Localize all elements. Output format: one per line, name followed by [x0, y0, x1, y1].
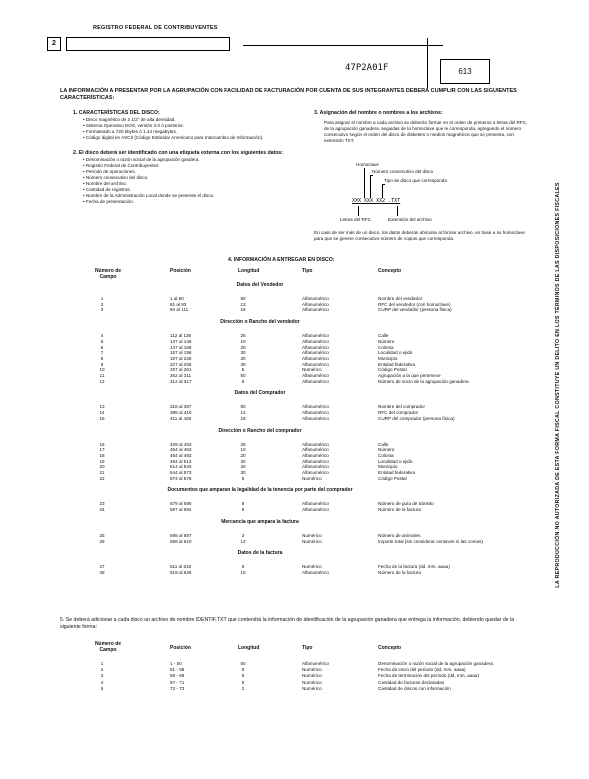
table-cell: Alfanumérico — [302, 333, 329, 339]
table-cell: 12 — [99, 378, 105, 384]
table-cell: 4 — [100, 679, 104, 685]
table-cell: 10 — [240, 338, 246, 344]
section-1-title: 1. CARACTERÍSTICAS DEL DISCO: — [73, 110, 160, 116]
table-cell: 8 — [241, 507, 245, 513]
table-cell: 27 — [99, 564, 105, 570]
table-cell: 72 - 73 — [170, 685, 185, 691]
table-cell: 544 al 573 — [170, 470, 192, 475]
table-cell: Número — [378, 447, 395, 453]
table-cell: Nombre del comprador — [378, 404, 425, 410]
table-cell: CURP del vendedor (persona física) — [378, 307, 452, 313]
diagram-ext-label: Extensión del archivo — [388, 217, 432, 222]
table-cell: Alfanumérico — [302, 447, 329, 453]
table-cell: 94 al 111 — [170, 307, 189, 313]
side-legal-text: LA REPRODUCCIÓN NO AUTORIZADA DE ESTA FORMA FISCAL CONSTITUYE UN DELITO EN LOS TÉRMINOS DE LAS DISPOSICIONES FISCALES — [555, 182, 561, 588]
table-cell: Calle — [378, 441, 389, 447]
table-cell: Alfanumérico — [302, 458, 329, 464]
section-2-title: 2. El disco deberá ser identificado con una etiqueta externa con los siguientes datos: — [73, 150, 284, 156]
table-cell: 20 — [240, 344, 246, 350]
table-cell: Importe total (sin considerar centavos ni las comas) — [378, 538, 483, 544]
table-cell: 9 — [100, 361, 104, 367]
table-cell: 3 — [100, 673, 104, 679]
table-cell: 5 — [241, 475, 245, 481]
table-cell: 8 — [241, 501, 245, 507]
table-cell: Número de la factura — [378, 569, 421, 575]
table-cell: 25 — [240, 333, 246, 339]
table-cell: Cantidad de discos con información — [378, 685, 451, 691]
table-cell: 398 al 410 — [170, 410, 192, 416]
table-cell: 2 — [100, 301, 104, 307]
table-cell: 51 - 58 — [170, 667, 185, 673]
table-cell: 22 — [99, 475, 105, 481]
col-header-concepto: Concepto — [378, 268, 402, 274]
table-cell: Alfanumérico — [302, 307, 329, 313]
diagram-consecutivo-label: Número consecutivo del disco — [372, 169, 434, 174]
table-cell: Colonia — [378, 344, 394, 350]
table-cell: Entidad federativa — [378, 361, 416, 367]
table-cell: 50 — [240, 661, 246, 666]
table-cell: 2 — [241, 685, 245, 691]
col-header-campo: Número de Campo — [94, 268, 122, 280]
table-cell: 227 al 256 — [170, 361, 192, 367]
table-cell: 10 — [99, 367, 105, 373]
table-cell: 18 — [240, 307, 246, 313]
table-cell: 197 al 226 — [170, 355, 192, 361]
table-cell: 18 — [99, 452, 105, 458]
table-cell: 10 — [240, 569, 246, 575]
table-cell: Número de animales — [378, 532, 421, 538]
table-cell: 7 — [100, 350, 104, 356]
diagram-rfc-label: Letras del RFC — [340, 217, 371, 222]
table-cell: 514 al 543 — [170, 464, 192, 470]
table-cell: 574 al 578 — [170, 475, 192, 481]
table-cell: Alfanumérico — [302, 301, 329, 307]
table-cell: 6 — [241, 378, 245, 384]
table-cell: Alfanumérico — [302, 464, 329, 470]
table-cell: 14 — [99, 410, 105, 416]
table-cell: Nombre del vendedor — [378, 296, 423, 301]
table-cell: 262 al 311 — [170, 373, 192, 378]
table-cell: 454 al 463 — [170, 447, 192, 453]
header-vertical-rule — [427, 38, 428, 88]
table-cell: Colonia — [378, 452, 394, 458]
table-cell: 484 al 513 — [170, 458, 192, 464]
table-cell: 17 — [99, 447, 105, 453]
col-header-posicion: Posición — [170, 268, 191, 274]
table-cell: Numérico — [302, 475, 322, 481]
table-cell: 137 al 146 — [170, 338, 192, 344]
section-3 — [314, 110, 532, 144]
table-cell: 30 — [240, 458, 246, 464]
col-header-longitud: Longitud — [238, 645, 260, 651]
table-cell: 8 — [241, 564, 245, 570]
table-cell: 30 — [240, 470, 246, 475]
section-4-table-body — [60, 280, 540, 610]
diagram-tipo-label: Tipo de disco que corresponda — [384, 178, 447, 183]
table-cell: 20 — [99, 464, 105, 470]
table-cell: Fecha de inicio del período (dd, mm, aaaa) — [378, 667, 466, 673]
section-1 — [73, 110, 293, 141]
table-cell: 579 al 586 — [170, 501, 192, 507]
table-cell: 81 al 93 — [170, 301, 187, 307]
section-4-title: 4. INFORMACIÓN A ENTREGAR EN DISCO: — [228, 257, 335, 263]
table-cell: 13 — [240, 301, 246, 307]
table-cell: 112 al 136 — [170, 333, 192, 339]
table-cell: 2 — [100, 667, 104, 673]
table-cell: Alfanumérico — [302, 404, 329, 410]
table-cell: 257 al 261 — [170, 367, 192, 373]
table-cell: Alfanumérico — [302, 410, 329, 416]
table-cell: 8 — [100, 355, 104, 361]
table-cell: Alfanumérico — [302, 415, 329, 421]
table-cell: 1 — [100, 296, 104, 301]
table-cell: 411 al 428 — [170, 415, 192, 421]
col-header-tipo: Tipo — [302, 645, 313, 651]
diagram-homoclave-label: Homoclave — [356, 162, 379, 167]
table-cell: 6 — [100, 344, 104, 350]
section-2 — [73, 150, 303, 205]
filename-diagram — [340, 162, 540, 230]
table-cell: 8 — [241, 673, 245, 679]
table-cell: Numérico — [302, 679, 322, 685]
table-cell: 19 — [99, 458, 105, 464]
table-cell: 13 — [240, 538, 246, 544]
table-cell: Numérico — [302, 667, 322, 673]
table-cell: 5 — [241, 367, 245, 373]
table-cell: 21 — [99, 470, 105, 475]
section-3-text: Para asignar el nombre a cada archivo se deberán formar en el orden de primeros 3 letras del RFC, de la agrupación ganadera, seguidas de la homoclave que le corresponda, agregando el número consecutivo según el orden del disco de diskettes o medios magnéticos que se presenta, con extensión TXT. — [324, 120, 528, 143]
table-cell: 50 — [240, 373, 246, 378]
section-2-item: • Cantidad de registros. — [83, 187, 131, 192]
table-cell: 318 al 397 — [170, 404, 192, 410]
table-cell: 30 — [240, 350, 246, 356]
table-group-title: Documentos que amparan la legalidad de la tenencia por parte del comprador — [167, 487, 353, 494]
name-field-box — [66, 37, 230, 51]
table-cell: 25 — [240, 441, 246, 447]
section-2-item: • Nombre del archivo. — [83, 181, 127, 186]
table-cell: 28 — [99, 569, 105, 575]
table-cell: 30 — [240, 464, 246, 470]
header-divider — [243, 45, 443, 46]
table-cell: Fecha de terminación del período (dd, mm, aaaa) — [378, 673, 479, 679]
table-cell: Número de guía de tránsito — [378, 501, 434, 507]
table-cell: 611 al 618 — [170, 564, 192, 570]
table-cell: 67 - 71 — [170, 679, 185, 685]
table-cell: Alfanumérico — [302, 344, 329, 350]
table-cell: Alfanumérico — [302, 441, 329, 447]
table-cell: 59 - 66 — [170, 673, 185, 679]
table-cell: 3 — [241, 532, 245, 538]
section-2-item: • Número consecutivo del disco. — [83, 175, 149, 180]
table-cell: Alfanumérico — [302, 378, 329, 384]
table-cell: Fecha de la factura (dd, mm, aaaa) — [378, 564, 450, 570]
section-5-table-body — [60, 661, 540, 711]
table-cell: Alfanumérico — [302, 470, 329, 475]
table-cell: Denominación o razón social de la agrupación ganadera — [378, 661, 493, 666]
table-cell: 8 — [241, 667, 245, 673]
table-cell: Localidad o ejido — [378, 458, 413, 464]
table-group-title: Datos del Vendedor — [236, 282, 284, 288]
section-1-item: • Formateado a 720 kbytes ó 1.44 megabytes. — [83, 129, 178, 134]
table-cell: 11 — [99, 373, 105, 378]
table-cell: Calle — [378, 333, 389, 339]
section-2-item: • Registro Federal de Contribuyentes. — [83, 163, 160, 168]
table-cell: Municipio — [378, 355, 398, 361]
table-cell: 13 — [240, 410, 246, 416]
table-cell: Número de la factura — [378, 507, 421, 513]
col-header-concepto: Concepto — [378, 645, 402, 651]
table-cell: 464 al 483 — [170, 452, 192, 458]
table-cell: 30 — [240, 361, 246, 367]
diagram-filename: XXX XXX XX2 .TXT — [352, 198, 401, 204]
table-cell: 13 — [99, 404, 105, 410]
col-header-posicion: Posición — [170, 645, 191, 651]
table-cell: Alfanumérico — [302, 507, 329, 513]
col-header-longitud: Longitud — [238, 268, 260, 274]
table-cell: 147 al 166 — [170, 344, 192, 350]
table-cell: 587 al 594 — [170, 507, 192, 513]
table-cell: 167 al 196 — [170, 350, 192, 356]
section-1-item: • Disco magnético de 3 1/2" de alta densidad. — [83, 117, 176, 122]
table-cell: 80 — [240, 296, 246, 301]
page-code-box: 613 — [440, 59, 490, 84]
table-cell: Código Postal — [378, 367, 407, 373]
table-cell: Código Postal — [378, 475, 407, 481]
table-cell: RFC del comprador — [378, 410, 419, 416]
table-cell: 4 — [100, 333, 104, 339]
table-cell: Numérico — [302, 564, 322, 570]
table-cell: Numérico — [302, 532, 322, 538]
table-cell: Alfanumérico — [302, 373, 329, 378]
table-group-title: Dirección o Rancho del vendedor — [220, 319, 300, 326]
table-cell: 1 al 80 — [170, 296, 184, 301]
table-cell: Alfanumérico — [302, 661, 329, 666]
section-3-note: En caso de ser más de un disco, los datos deberán ubicarse al formar archivo, en base a su homoclave para que se genere consecutivo número de copias que corresponda. — [314, 230, 525, 241]
table-cell: Número — [378, 338, 395, 344]
section-2-item: • Período de operaciones. — [83, 169, 136, 174]
section-3-title: 3. Asignación del nombre o nombres a los archivos: — [314, 110, 443, 116]
table-cell: Alfanumérico — [302, 361, 329, 367]
form-code: 47P2A01F — [345, 63, 389, 73]
table-cell: 5 — [100, 338, 104, 344]
table-cell: 619 al 628 — [170, 569, 192, 575]
table-cell: 5 — [100, 685, 104, 691]
table-cell: 16 — [99, 441, 105, 447]
table-cell: Numérico — [302, 685, 322, 691]
table-cell: 20 — [240, 452, 246, 458]
section-1-item: • Código digital en ASCII (Código Estándar Americano para Intercambio de Información). — [83, 135, 264, 140]
table-cell: Alfanumérico — [302, 296, 329, 301]
col-header-campo: Número de Campo — [94, 641, 122, 653]
table-cell: Numérico — [302, 673, 322, 679]
table-cell: 1 - 50 — [170, 661, 182, 666]
section-2-item: • Denominación o razón social de la agrupación gandera. — [83, 157, 200, 162]
table-cell: Agrupación a la que pertenece — [378, 373, 441, 378]
table-cell: 595 al 597 — [170, 532, 192, 538]
table-cell: 30 — [240, 355, 246, 361]
section-2-item: • Nombre de la Administración Local donde se presente el disco. — [83, 193, 215, 198]
table-cell: Numérico — [302, 538, 322, 544]
table-cell: Localidad o ejido — [378, 350, 413, 356]
section-1-item: • Sistema Operativo DOS, versión 3.0 ó posterior. — [83, 123, 184, 128]
table-cell: Numérico — [302, 367, 322, 373]
col-header-tipo: Tipo — [302, 268, 313, 274]
table-cell: Municipio — [378, 464, 398, 470]
table-cell: Entidad federativa — [378, 470, 416, 475]
table-cell: 3 — [100, 307, 104, 313]
table-cell: 24 — [99, 507, 105, 513]
table-cell: 18 — [240, 415, 246, 421]
table-group-title: Datos del Comprador — [234, 390, 286, 397]
side-legal-notice — [553, 160, 563, 610]
intro-text: LA INFORMACIÓN A PRESENTAR POR LA AGRUPACIÓN CON FACILIDAD DE FACTURACIÓN POR CUENTA DE SUS INTEGRANTES DEBERÁ CUMPLIR CON LAS SIGUIENTES CARACTERÍSTICAS: — [60, 88, 517, 101]
table-cell: 26 — [99, 538, 105, 544]
table-cell: 598 al 610 — [170, 538, 192, 544]
table-cell: 429 al 453 — [170, 441, 192, 447]
form-number-box: 2 — [47, 37, 61, 51]
table-cell: 15 — [99, 415, 105, 421]
table-cell: RFC del vendedor (con homoclave) — [378, 301, 451, 307]
section-2-item: • Fecha de presentación. — [83, 199, 134, 204]
table-cell: Cantidad de facturas declaradas — [378, 679, 445, 685]
table-cell: Alfanumérico — [302, 355, 329, 361]
registry-label: REGISTRO FEDERAL DE CONTRIBUYENTES — [93, 25, 218, 31]
table-cell: 5 — [241, 679, 245, 685]
table-cell: Alfanumérico — [302, 350, 329, 356]
table-group-title: Datos de la factura — [237, 550, 283, 557]
table-cell: 10 — [240, 447, 246, 453]
table-cell: 312 al 317 — [170, 378, 192, 384]
table-cell: 1 — [100, 661, 104, 666]
table-cell: Alfanumérico — [302, 569, 329, 575]
table-cell: 80 — [240, 404, 246, 410]
section-5-title: 5. Se deberá adicionar a cada disco un archivo de nombre IDENTIF.TXT que contendrá la información de identificación de la agrupación ganadera que entrega la información, debiendo quedar de la siguiente forma: — [60, 617, 515, 630]
table-cell: 23 — [99, 501, 105, 507]
table-cell: CURP del comprador (persona física) — [378, 415, 455, 421]
table-cell: 25 — [99, 532, 105, 538]
table-cell: Número de socio de la agrupación ganadera — [378, 378, 469, 384]
table-cell: Alfanumérico — [302, 452, 329, 458]
table-cell: Alfanumérico — [302, 501, 329, 507]
table-group-title: Mercancía que ampara la factura — [221, 518, 299, 525]
table-group-title: Dirección o Rancho del comprador — [218, 427, 302, 434]
table-cell: Alfanumérico — [302, 338, 329, 344]
